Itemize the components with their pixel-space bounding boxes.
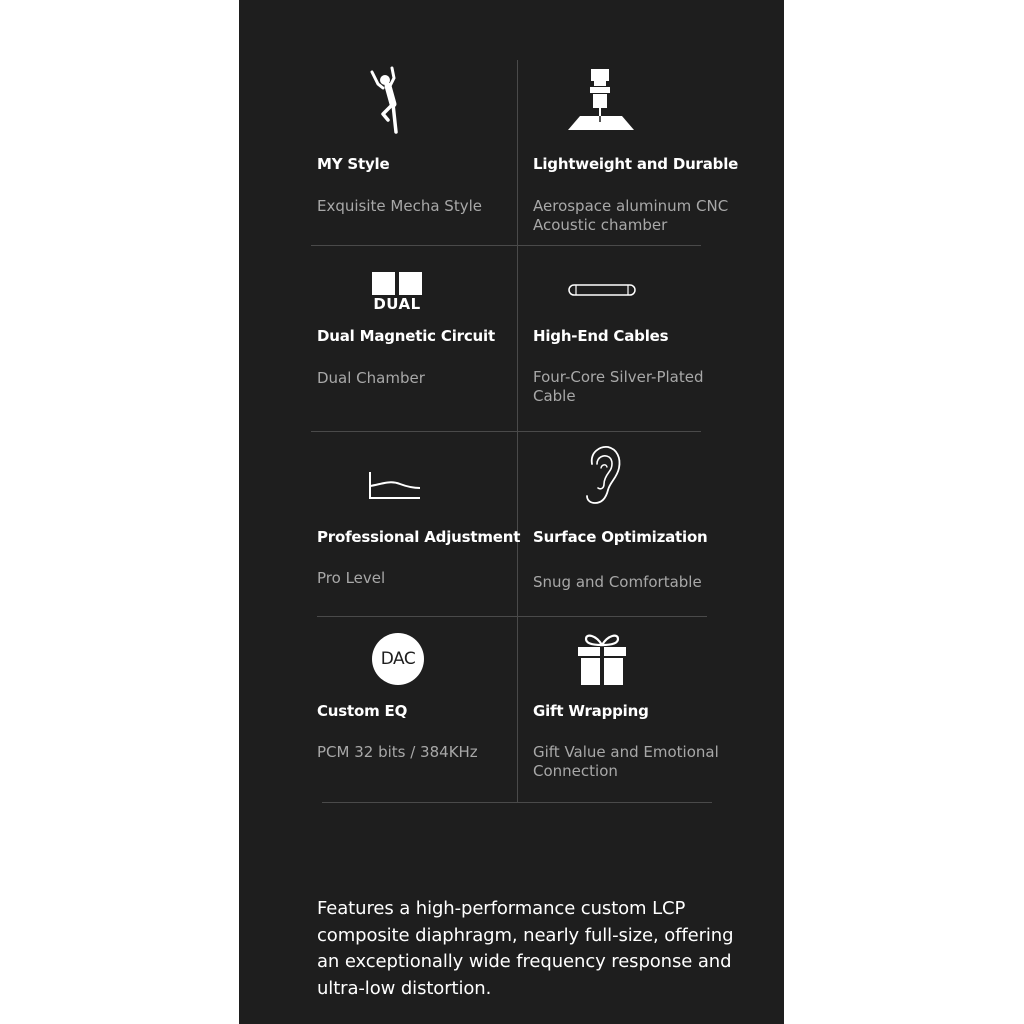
feature-subtitle: Snug and Comfortable xyxy=(533,573,702,591)
feature-title: MY Style xyxy=(317,155,390,173)
dancer-icon xyxy=(366,64,410,136)
grid-divider-row-3 xyxy=(317,616,707,617)
feature-title: Lightweight and Durable xyxy=(533,155,739,173)
dual-icon xyxy=(372,272,422,314)
feature-subtitle: Aerospace aluminum CNC Acoustic chamber xyxy=(533,197,729,234)
feature-subtitle: Gift Value and Emotional Connection xyxy=(533,743,719,780)
eq-curve-icon xyxy=(368,470,422,500)
grid-divider-row-1 xyxy=(311,245,701,246)
feature-title: Gift Wrapping xyxy=(533,702,649,720)
feature-title: Surface Optimization xyxy=(533,528,708,546)
feature-panel xyxy=(239,0,784,1024)
feature-subtitle: Exquisite Mecha Style xyxy=(317,197,482,215)
grid-divider-row-4 xyxy=(322,802,712,803)
feature-subtitle: PCM 32 bits / 384KHz xyxy=(317,743,478,761)
feature-title: Custom EQ xyxy=(317,702,408,720)
ear-icon xyxy=(584,444,622,506)
gift-icon xyxy=(576,631,628,687)
cnc-machine-icon xyxy=(566,66,636,132)
feature-title: Professional Adjustment xyxy=(317,528,521,546)
cable-icon xyxy=(568,283,638,297)
feature-title: Dual Magnetic Circuit xyxy=(317,327,495,345)
feature-title: High-End Cables xyxy=(533,327,669,345)
product-description: Features a high-performance custom LCP composite diaphragm, nearly full-size, offering an exceptionally wide frequency response and ultra-low distortion. xyxy=(317,898,734,999)
grid-divider-row-2 xyxy=(311,431,701,432)
feature-subtitle: Pro Level xyxy=(317,569,386,587)
dual-icon-label: DUAL xyxy=(373,295,421,313)
feature-subtitle: Four-Core Silver-Plated Cable xyxy=(533,368,704,405)
feature-subtitle: Dual Chamber xyxy=(317,369,425,387)
dac-icon: DAC xyxy=(372,633,424,685)
